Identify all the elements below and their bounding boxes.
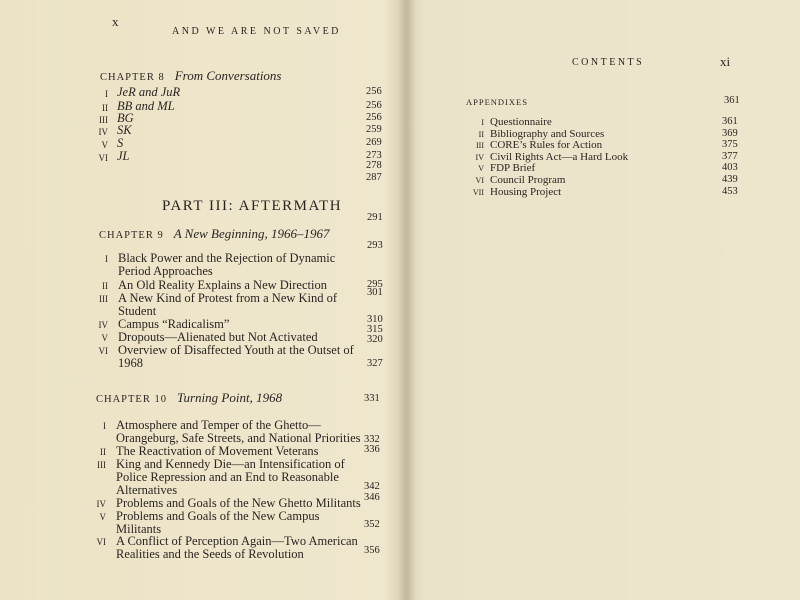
toc-item-title-line: Campus “Radicalism” [118, 317, 230, 331]
toc-item-page: 346 [364, 492, 380, 503]
toc-item-title-line: A New Kind of Protest from a New Kind of [118, 291, 338, 305]
toc-item-page: 273 [366, 150, 382, 161]
toc-item-page: 301 [367, 287, 383, 298]
appendix-item-number: I [481, 118, 484, 127]
toc-item-title: JeR and JuR [117, 85, 181, 99]
appendixes-page: 361 [724, 95, 740, 106]
toc-item-number: I [105, 89, 108, 99]
toc-item-page: 320 [367, 334, 383, 345]
toc-item-title-line: 1968 [118, 356, 143, 370]
appendix-item-page: 403 [722, 162, 738, 174]
appendix-item-number: VII [472, 187, 484, 197]
appendix-item-title: Bibliography and Sources [490, 127, 605, 140]
toc-item-number: VI [98, 153, 108, 163]
part-3-title: PART III: AFTERMATH [162, 198, 343, 214]
chapter-8-title: From Conversations [174, 68, 282, 83]
toc-item-number: V [101, 333, 108, 343]
toc-item-page: 256 [366, 112, 382, 123]
appendix-item-number: VI [475, 176, 484, 185]
appendix-item-number: III [476, 141, 484, 151]
appendix-item-title: FDP Brief [490, 162, 536, 175]
appendix-item-title: Housing Project [490, 185, 562, 198]
toc-item-title: S [117, 136, 124, 150]
toc-item-number: I [103, 421, 106, 431]
appendix-item-title: Questionnaire [490, 116, 552, 128]
chapter-10-page: 331 [364, 393, 380, 404]
toc-item-number: II [102, 103, 108, 113]
toc-item-number: V [99, 512, 106, 522]
toc-item-title-line: Militants [116, 522, 162, 536]
appendix-item-number: V [478, 164, 484, 174]
chapter-8-extra-page: 287 [366, 172, 382, 183]
right-page [410, 0, 800, 600]
toc-item-title-line: An Old Reality Explains a New Direction [118, 278, 327, 292]
chapter-8-heading [100, 68, 282, 84]
toc-item-title: JL [117, 149, 130, 163]
chapter-9-label: CHAPTER 9 [99, 230, 164, 241]
chapter-10-heading [96, 390, 282, 406]
appendix-item-page: 369 [722, 127, 738, 139]
toc-item-page: 327 [367, 358, 383, 369]
toc-item-number: II [100, 447, 106, 457]
appendix-item-title: CORE’s Rules for Action [490, 139, 603, 152]
toc-item-page: 332 [364, 434, 380, 445]
toc-item-title-line: Alternatives [116, 483, 178, 497]
toc-item-title-line: Overview of Disaffected Youth at the Outset of [118, 343, 354, 357]
chapter-10-label: CHAPTER 10 [96, 394, 167, 405]
chapter-8-page: 256 [366, 86, 382, 97]
right-running-head: CONTENTS [572, 57, 645, 68]
toc-item-page: 342 [364, 481, 380, 492]
chapter-10-title: Turning Point, 1968 [176, 390, 283, 405]
chapter-9-page: 293 [367, 240, 383, 251]
toc-item-page: 310 [367, 314, 383, 325]
toc-item-number: IV [98, 320, 108, 330]
toc-item-title-line: Problems and Goals of the New Ghetto Militants [116, 496, 361, 510]
toc-item-title-line: Police Repression and an End to Reasonable [116, 470, 339, 484]
toc-item-title-line: A Conflict of Perception Again—Two American [116, 534, 358, 548]
toc-item-number: IV [96, 499, 106, 509]
toc-item-title-line: Realities and the Seeds of Revolution [116, 547, 304, 561]
toc-item-number: VI [98, 346, 108, 356]
toc-item-title-line: King and Kennedy Die—an Intensification of [116, 457, 345, 471]
toc-item-title-line: Problems and Goals of the New Campus [116, 509, 320, 523]
toc-item-page: 269 [366, 137, 382, 148]
toc-item-title: BB and ML [117, 99, 175, 113]
toc-item-title-line: Orangeburg, Safe Streets, and National Priorities [116, 431, 361, 445]
toc-item-number: V [101, 140, 108, 150]
toc-item-page: 259 [366, 124, 382, 135]
toc-item-number: I [105, 254, 108, 264]
chapter-8-label: CHAPTER 8 [100, 72, 165, 83]
toc-item-page: 295 [367, 279, 383, 290]
toc-item-page: 352 [364, 519, 380, 530]
right-folio: xi [720, 54, 731, 69]
appendix-item-page: 377 [722, 150, 738, 162]
chapter-9-heading [99, 226, 329, 242]
toc-item-page: 336 [364, 444, 380, 455]
toc-item-title-line: Black Power and the Rejection of Dynamic [118, 251, 336, 265]
appendix-item-number: IV [475, 152, 484, 162]
toc-item-number: III [99, 115, 108, 125]
toc-item-number: VI [96, 537, 106, 547]
part-3-page: 291 [367, 212, 383, 223]
toc-item-title: SK [117, 123, 132, 137]
toc-item-title-line: Atmosphere and Temper of the Ghetto— [116, 418, 321, 432]
appendix-item-page: 439 [722, 174, 738, 185]
toc-item-number: IV [98, 127, 108, 137]
appendix-item-page: 453 [722, 185, 738, 197]
toc-item-title: BG [117, 111, 134, 125]
toc-item-page: 256 [366, 100, 382, 111]
toc-item-page: 356 [364, 545, 380, 556]
toc-item-title-line: Dropouts—Alienated but Not Activated [118, 330, 318, 344]
appendix-item-number: II [478, 129, 484, 139]
left-running-head: AND WE ARE NOT SAVED [172, 26, 341, 37]
appendix-item-title: Council Program [490, 174, 566, 186]
toc-item-title-line: Student [118, 304, 157, 318]
toc-item-number: II [102, 281, 108, 291]
toc-item-page: 315 [367, 324, 383, 335]
toc-item-page: 278 [366, 160, 382, 171]
left-folio: x [112, 14, 119, 29]
appendix-item-page: 361 [722, 116, 738, 127]
chapter-9-title: A New Beginning, 1966–1967 [173, 226, 330, 241]
appendix-item-title: Civil Rights Act—a Hard Look [490, 150, 629, 163]
toc-item-title-line: The Reactivation of Movement Veterans [116, 444, 319, 458]
appendixes-label: APPENDIXES [466, 97, 528, 107]
toc-item-title-line: Period Approaches [118, 264, 213, 278]
toc-item-number: III [97, 460, 106, 470]
appendix-item-page: 375 [722, 139, 738, 151]
toc-item-number: III [99, 294, 108, 304]
